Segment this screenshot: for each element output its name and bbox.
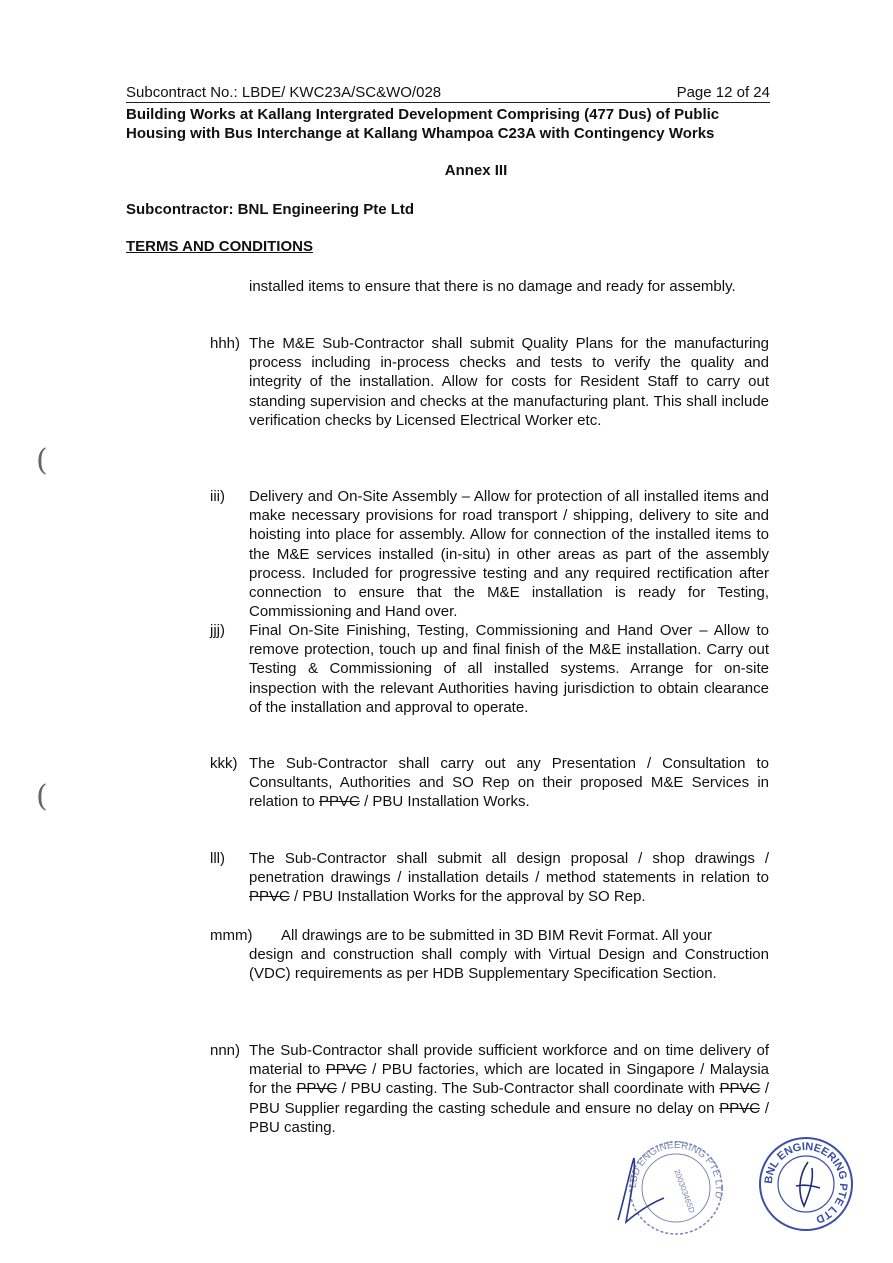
text-run: The Sub-Contractor shall carry out any Presentation / Consultation to Consultants, Authorities and SO Rep on their proposed M&E Services in relation to	[249, 755, 769, 811]
struck-text: PPVC	[319, 793, 360, 811]
section-heading: TERMS AND CONDITIONS	[126, 238, 313, 255]
item-text-lll	[249, 849, 769, 907]
page-number: Page 12 of 24	[676, 84, 770, 101]
margin-bracket-mark: (	[36, 779, 48, 814]
item-text-iii: Delivery and On-Site Assembly – Allow for protection of all installed items and make necessary provisions for road transport / shipping, delivery to site and hoisting into place for assembly. Allow for connection of the installed items to the M&E services installed (in-situ) in other areas as part of the assembly process. Included for progressive testing and any required rectification after connection to ensure that the M&E installation is ready for Testing, Commissioning and Hand over.	[249, 488, 769, 621]
item-text-mmm: design and construction shall comply with Virtual Design and Construction (VDC) requirements as per HDB Supplementary Specification Section.	[249, 946, 769, 983]
lbd-stamp-text: LBD ENGINEERING PTE LTD	[627, 1140, 725, 1200]
item-label-nnn: nnn)	[210, 1042, 241, 1059]
struck-text: PPVC	[296, 1080, 338, 1098]
item-lead-mmm: All drawings are to be submitted in 3D BIM Revit Format. All your	[281, 927, 713, 944]
item-text-nnn	[249, 1041, 769, 1137]
text-run: The Sub-Contractor shall submit all design proposal / shop drawings / penetration drawings / installation details / method statements in relation to	[249, 850, 769, 887]
text-run: / PBU Installation Works.	[359, 793, 530, 811]
item-label-hhh: hhh)	[210, 335, 241, 352]
item-text-jjj: Final On-Site Finishing, Testing, Commissioning and Hand Over – Allow to remove protection, touch up and final finish of the M&E installation. Carry out Testing & Commissioning of all installed systems. Arrange for on-site inspection with the relevant Authorities having jurisdiction to obtain clearance of the installation and approval to operate.	[249, 622, 769, 716]
lbd-company-stamp	[610, 1140, 740, 1235]
text-run: / PBU casting. The Sub-Contractor shall coordinate with	[337, 1080, 720, 1098]
text-run: / PBU Installation Works for the approval by SO Rep.	[289, 888, 646, 906]
text-run: / PBU casting.	[249, 1099, 769, 1136]
running-header	[126, 84, 770, 103]
subcontractor-name: Subcontractor: BNL Engineering Pte Ltd	[126, 201, 415, 218]
text-run: / PBU Supplier regarding the casting schedule and ensure no delay on	[249, 1080, 769, 1117]
document-title: Building Works at Kallang Intergrated Development Comprising (477 Dus) of Public Housing with Bus Interchange at Kallang Whampoa C23A with Contingency Works	[126, 106, 720, 142]
text-run: / PBU factories, which are located in Singapore / Malaysia for the	[249, 1061, 769, 1098]
struck-text: PPVC	[719, 1099, 761, 1117]
struck-text: PPVC	[249, 888, 290, 906]
item-label-iii: iii)	[210, 488, 225, 505]
continued-paragraph: installed items to ensure that there is no damage and ready for assembly.	[249, 278, 736, 295]
annex-label: Annex III	[444, 162, 508, 179]
svg-text:BNL ENGINEERING PTE LTD	[763, 1141, 849, 1226]
item-label-jjj: jjj)	[210, 622, 225, 639]
lbd-stamp-registration: 200303465D	[672, 1168, 697, 1215]
struck-text: PPVC	[719, 1080, 761, 1098]
item-label-lll: lll)	[210, 850, 225, 867]
item-text-kkk	[249, 754, 769, 812]
item-label-kkk: kkk)	[210, 755, 238, 772]
bnl-stamp-text: BNL ENGINEERING PTE LTD	[762, 1140, 850, 1226]
signature-mark	[796, 1162, 820, 1206]
struck-text: PPVC	[325, 1061, 367, 1079]
item-label-mmm: mmm)	[210, 927, 253, 944]
item-text-hhh: The M&E Sub-Contractor shall submit Quality Plans for the manufacturing process including in-process checks and tests to verify the quality and integrity of the installation. Allow for costs for Resident Staff to carry out standing supervision and checks at the manufacturing plant. This shall include verification checks by Licensed Electrical Worker etc.	[249, 335, 769, 429]
text-run: The Sub-Contractor shall provide sufficient workforce and on time delivery of material to	[249, 1042, 769, 1079]
bnl-company-stamp	[758, 1136, 854, 1232]
subcontract-number: Subcontract No.: LBDE/ KWC23A/SC&WO/028	[126, 84, 442, 101]
margin-bracket-mark: (	[36, 443, 48, 478]
